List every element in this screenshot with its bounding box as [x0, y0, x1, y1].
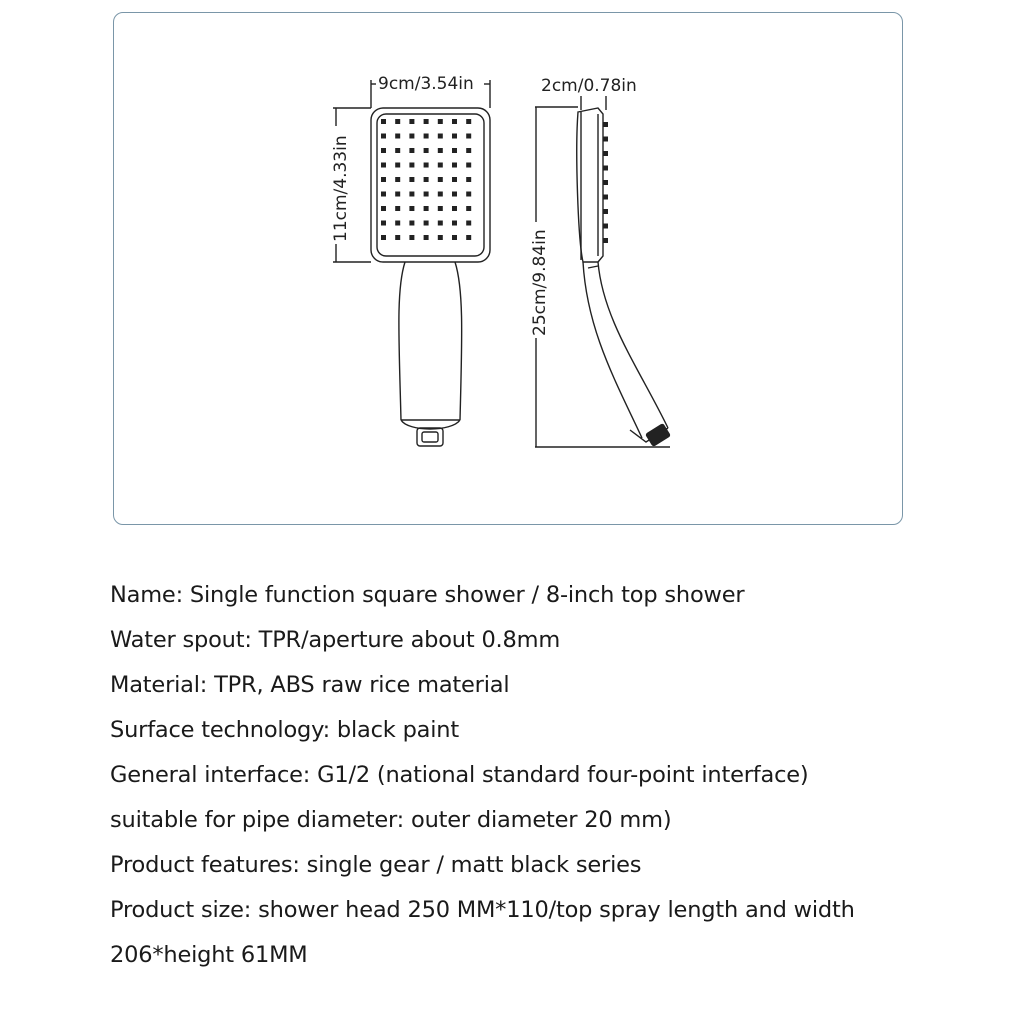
nozzle-dot	[452, 119, 457, 124]
nozzle-dot	[409, 134, 414, 139]
nozzle-dot	[466, 134, 471, 139]
nozzle-dot	[466, 221, 471, 226]
nozzle-dot	[452, 177, 457, 182]
side-nozzle-dot	[603, 151, 608, 156]
spec-product-size: Product size: shower head 250 MM*110/top spray length and width	[110, 897, 855, 923]
side-nozzle-dot	[603, 166, 608, 171]
nozzle-dot	[381, 177, 386, 182]
nozzle-dot	[409, 119, 414, 124]
nozzle-dot	[395, 206, 400, 211]
nozzle-dot	[381, 235, 386, 240]
nozzle-dot	[438, 148, 443, 153]
nozzle-dot	[466, 177, 471, 182]
nozzle-dot	[381, 163, 386, 168]
nozzle-dot	[381, 192, 386, 197]
spec-name: Name: Single function square shower / 8-inch top shower	[110, 582, 745, 608]
nozzle-dot	[424, 221, 429, 226]
side-nozzle-dot	[603, 180, 608, 185]
nozzle-dot	[424, 235, 429, 240]
nozzle-dot	[395, 163, 400, 168]
spec-water-spout: Water spout: TPR/aperture about 0.8mm	[110, 627, 561, 653]
side-nozzle-dot	[603, 224, 608, 229]
nozzle-dot	[395, 119, 400, 124]
nozzle-dot	[438, 177, 443, 182]
nozzle-dot	[438, 192, 443, 197]
nozzle-dot	[381, 119, 386, 124]
spec-material: Material: TPR, ABS raw rice material	[110, 672, 510, 698]
nozzle-dot	[381, 221, 386, 226]
spray-nozzle-grid	[381, 119, 471, 240]
nozzle-dot	[438, 134, 443, 139]
nozzle-dot	[395, 192, 400, 197]
front-width-label: 9cm/3.54in	[378, 74, 474, 94]
nozzle-dot	[452, 206, 457, 211]
nozzle-dot	[381, 148, 386, 153]
nozzle-dot	[424, 163, 429, 168]
nozzle-dot	[466, 206, 471, 211]
nozzle-dot	[395, 148, 400, 153]
nozzle-dot	[409, 192, 414, 197]
nozzle-dot	[452, 192, 457, 197]
nozzle-dot	[438, 206, 443, 211]
nozzle-dot	[381, 134, 386, 139]
nozzle-dot	[466, 148, 471, 153]
front-view-shower-head	[371, 108, 490, 262]
spec-pipe-diameter: suitable for pipe diameter: outer diameter 20 mm)	[110, 807, 672, 833]
spec-general-interface: General interface: G1/2 (national standard four-point interface)	[110, 762, 809, 788]
nozzle-dot	[466, 119, 471, 124]
nozzle-dot	[409, 235, 414, 240]
nozzle-dot	[424, 177, 429, 182]
side-length-label: 25cm/9.84in	[530, 229, 550, 336]
nozzle-dot	[452, 235, 457, 240]
nozzle-dot	[395, 221, 400, 226]
side-nozzle-dot	[603, 209, 608, 214]
nozzle-dot	[452, 134, 457, 139]
nozzle-dot	[409, 163, 414, 168]
nozzle-dot	[438, 163, 443, 168]
nozzle-dot	[395, 235, 400, 240]
side-depth-label: 2cm/0.78in	[541, 76, 637, 96]
spec-product-size-continued: 206*height 61MM	[110, 942, 308, 968]
spec-surface-technology: Surface technology: black paint	[110, 717, 459, 743]
nozzle-dot	[424, 134, 429, 139]
nozzle-dot	[409, 148, 414, 153]
side-nozzle-column	[603, 122, 608, 243]
nozzle-dot	[466, 192, 471, 197]
nozzle-dot	[424, 119, 429, 124]
nozzle-dot	[466, 235, 471, 240]
nozzle-dot	[466, 163, 471, 168]
nozzle-dot	[395, 134, 400, 139]
side-nozzle-dot	[603, 137, 608, 142]
side-view-handle	[583, 262, 670, 446]
nozzle-dot	[438, 235, 443, 240]
side-nozzle-dot	[603, 238, 608, 243]
side-nozzle-dot	[603, 122, 608, 127]
nozzle-dot	[424, 148, 429, 153]
side-depth-dimension	[581, 96, 606, 110]
nozzle-dot	[381, 206, 386, 211]
nozzle-dot	[409, 206, 414, 211]
front-height-label: 11cm/4.33in	[331, 135, 351, 242]
nozzle-dot	[452, 163, 457, 168]
nozzle-dot	[395, 177, 400, 182]
nozzle-dot	[424, 192, 429, 197]
nozzle-dot	[409, 221, 414, 226]
side-nozzle-dot	[603, 195, 608, 200]
nozzle-dot	[438, 119, 443, 124]
front-view-handle	[399, 262, 462, 446]
nozzle-dot	[452, 148, 457, 153]
nozzle-dot	[409, 177, 414, 182]
side-view-shower-head	[577, 108, 603, 262]
spec-product-features: Product features: single gear / matt black series	[110, 852, 642, 878]
nozzle-dot	[424, 206, 429, 211]
spec-list	[110, 573, 990, 978]
nozzle-dot	[438, 221, 443, 226]
nozzle-dot	[452, 221, 457, 226]
